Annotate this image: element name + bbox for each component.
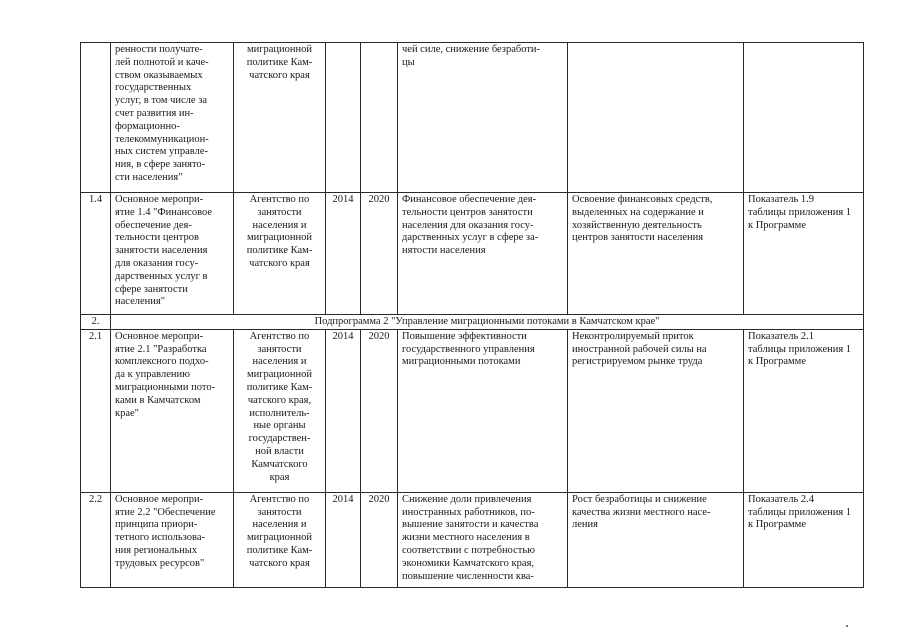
indicator-cell [744, 43, 864, 193]
scan-speck [846, 625, 848, 627]
start-year-cell: 2014 [326, 492, 361, 587]
start-year-cell [326, 43, 361, 193]
indicator-cell: Показатель 1.9 таблицы приложения 1 к Программе [744, 193, 864, 315]
end-year-cell: 2020 [361, 492, 398, 587]
indicator-cell: Показатель 2.1 таблицы приложения 1 к Программе [744, 329, 864, 492]
executor-cell: Агентство по занятости населения и миграционной политике Кам- чатского края [234, 492, 326, 587]
end-year-cell [361, 43, 398, 193]
row-number [81, 43, 111, 193]
consequence-cell [568, 43, 744, 193]
expected-result-cell: Повышение эффективности государственного управления миграционными потоками [398, 329, 568, 492]
executor-cell: Агентство по занятости населения и миграционной политике Кам- чатского края, исполнитель- ные органы государствен- ной власти Камчатского края [234, 329, 326, 492]
subprogram-title: Подпрограмма 2 "Управление миграционными потоками в Камчатском крае" [111, 315, 864, 330]
expected-result-cell: Финансовое обеспечение дея- тельности центров занятости населения для оказания госу- дарственных услуг в сфере за- нятости населения [398, 193, 568, 315]
measure-name-cell: ренности получате- лей полнотой и каче- ством оказываемых государственных услуг, в том числе за счет развития ин- формационно- телекоммуникацион- ных систем управле- ния, в сфере занято- сти населения" [111, 43, 234, 193]
table-row [81, 492, 864, 587]
table-row [81, 193, 864, 315]
row-number: 2.2 [81, 492, 111, 587]
measure-name-cell: Основное меропри- ятие 2.1 "Разработка комплексного подхо- да к управлению миграционными пото- ками в Камчатском крае" [111, 329, 234, 492]
subprogram-row [81, 315, 864, 330]
row-number: 2.1 [81, 329, 111, 492]
executor-cell: миграционной политике Кам- чатского края [234, 43, 326, 193]
executor-cell: Агентство по занятости населения и миграционной политике Кам- чатского края [234, 193, 326, 315]
measure-name-cell: Основное меропри- ятие 2.2 "Обеспечение принципа приори- тетного использова- ния региональных трудовых ресурсов" [111, 492, 234, 587]
measures-table [80, 42, 864, 588]
expected-result-cell: Снижение доли привлечения иностранных работников, по- вышение занятости и качества жизни местного населения в соответствии с потребностью экономики Камчатского края, повышение численности ква- [398, 492, 568, 587]
table-row [81, 329, 864, 492]
indicator-cell: Показатель 2.4 таблицы приложения 1 к Программе [744, 492, 864, 587]
start-year-cell: 2014 [326, 193, 361, 315]
start-year-cell: 2014 [326, 329, 361, 492]
measure-name-cell: Основное меропри- ятие 1.4 "Финансовое обеспечение дея- тельности центров занятости населения для оказания госу- дарственных услуг в сфере занятости населения" [111, 193, 234, 315]
end-year-cell: 2020 [361, 193, 398, 315]
end-year-cell: 2020 [361, 329, 398, 492]
subprogram-number: 2. [81, 315, 111, 330]
row-number: 1.4 [81, 193, 111, 315]
table-row [81, 43, 864, 193]
consequence-cell: Рост безработицы и снижение качества жизни местного насе- ления [568, 492, 744, 587]
consequence-cell: Неконтролируемый приток иностранной рабочей силы на регистрируемом рынке труда [568, 329, 744, 492]
consequence-cell: Освоение финансовых средств, выделенных на содержание и хозяйственную деятельность центров занятости населения [568, 193, 744, 315]
expected-result-cell: чей силе, снижение безработи- цы [398, 43, 568, 193]
